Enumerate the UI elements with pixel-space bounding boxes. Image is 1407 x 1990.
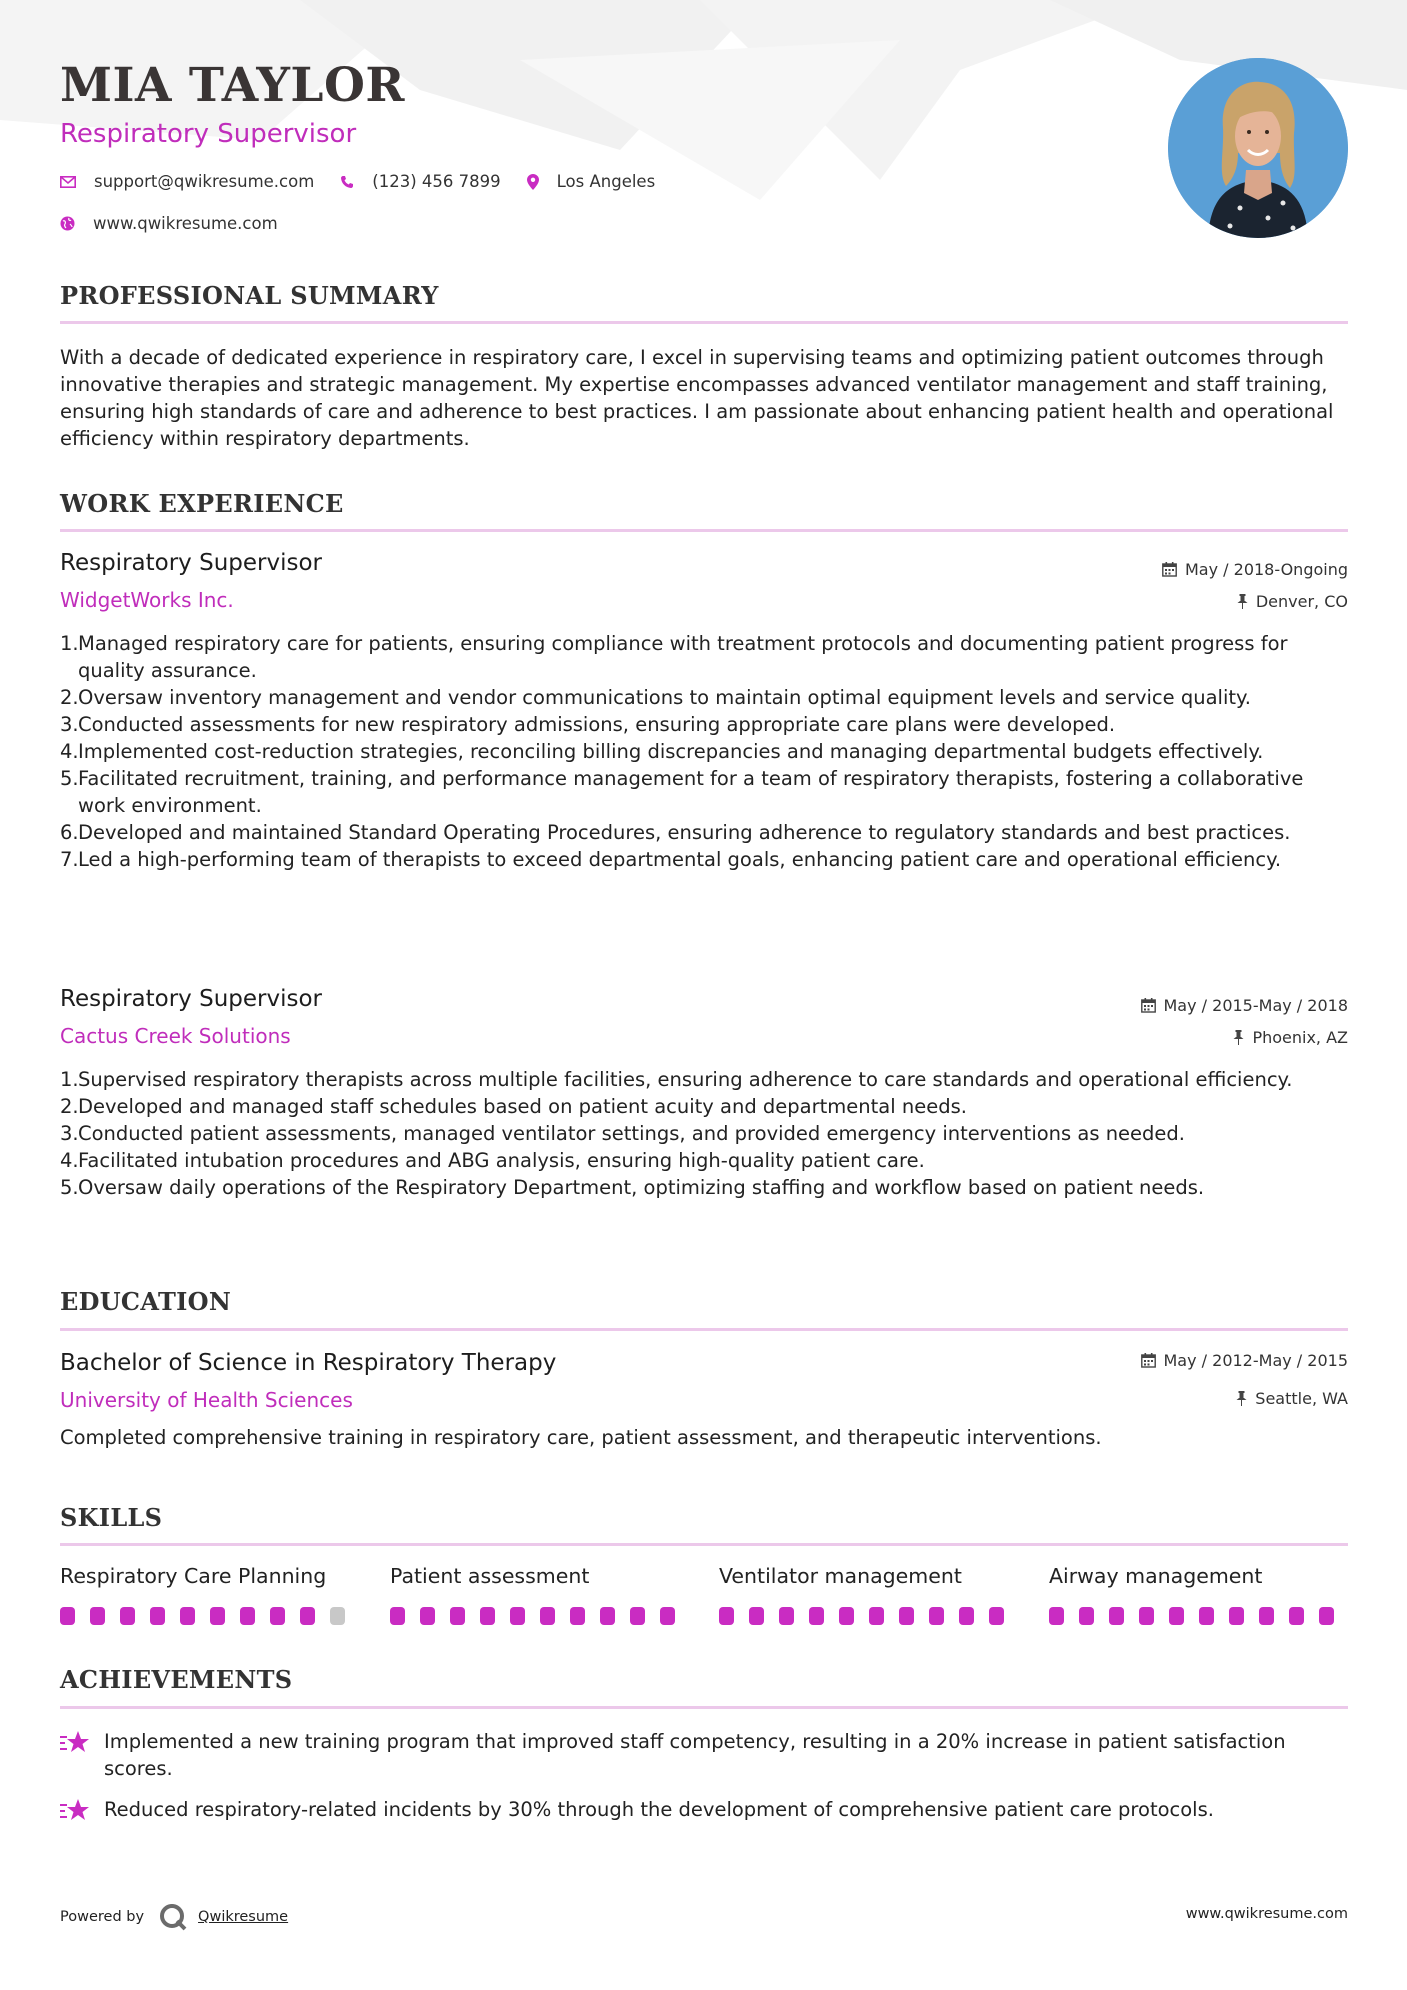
rating-dot-filled xyxy=(120,1607,135,1625)
rating-dot-filled xyxy=(1079,1607,1094,1625)
job-title: Respiratory Supervisor xyxy=(60,550,322,576)
section-divider xyxy=(60,1706,1348,1709)
rating-dot-filled xyxy=(1139,1607,1154,1625)
profile-photo xyxy=(1168,58,1348,238)
skill-rating xyxy=(719,1607,1019,1625)
rating-dot-filled xyxy=(510,1607,525,1625)
education-heading: EDUCATION xyxy=(60,1287,232,1316)
achievement-item xyxy=(60,1796,1348,1824)
school-name: University of Health Sciences xyxy=(60,1388,353,1412)
list-item: 6. Developed and maintained Standard Operating Procedures, ensuring adherence to regulatory standards and best practices. xyxy=(60,821,1291,844)
list-item: 5. Facilitated recruitment, training, and performance management for a team of respiratory therapists, fostering a collaborative work environment. xyxy=(60,767,1304,817)
degree-title: Bachelor of Science in Respiratory Therapy xyxy=(60,1350,557,1376)
footer-url[interactable]: www.qwikresume.com xyxy=(1185,1906,1348,1922)
job-dates xyxy=(1141,996,1349,1015)
job-company: WidgetWorks Inc. xyxy=(60,588,234,612)
rating-dot-filled xyxy=(1169,1607,1184,1625)
rating-dot-filled xyxy=(60,1607,75,1625)
candidate-role: Respiratory Supervisor xyxy=(60,119,357,149)
rating-dot-filled xyxy=(1259,1607,1274,1625)
rating-dot-filled xyxy=(270,1607,285,1625)
candidate-name: MIA TAYLOR xyxy=(60,58,405,113)
experience-heading: WORK EXPERIENCE xyxy=(60,489,344,518)
rating-dot-filled xyxy=(809,1607,824,1625)
rating-dot-filled xyxy=(899,1607,914,1625)
skill-rating xyxy=(390,1607,690,1625)
summary-text: With a decade of dedicated experience in respiratory care, I excel in supervising teams and optimizing patient outcomes through innovative therapies and strategic management. My expertise encompasses advanced ventilator management and staff training, ensuring high standards of care and adherence to best practices. I am passionate about enhancing patient health and operational efficiency within respiratory departments. xyxy=(60,346,1334,450)
job-location-text: Denver, CO xyxy=(1255,592,1348,611)
rating-dot-filled xyxy=(869,1607,884,1625)
list-item: 7. Led a high-performing team of therapists to exceed departmental goals, enhancing patient care and operational efficiency. xyxy=(60,848,1282,871)
phone-text: (123) 456 7899 xyxy=(372,172,501,191)
rating-dot-filled xyxy=(779,1607,794,1625)
education-dates xyxy=(1141,1351,1349,1370)
skill-rating xyxy=(1049,1607,1349,1625)
list-item: 5. Oversaw daily operations of the Respiratory Department, optimizing staffing and workflow based on patient needs. xyxy=(60,1176,1205,1199)
job-location-text: Phoenix, AZ xyxy=(1252,1028,1348,1047)
job-location xyxy=(1237,592,1348,611)
rating-dot-filled xyxy=(1049,1607,1064,1625)
skill-item xyxy=(60,1564,360,1625)
globe-icon xyxy=(60,216,75,231)
education-description: Completed comprehensive training in respiratory care, patient assessment, and therapeutic interventions. xyxy=(60,1426,1102,1449)
contact-phone[interactable] xyxy=(340,172,500,191)
rating-dot-filled xyxy=(150,1607,165,1625)
section-divider xyxy=(60,321,1348,324)
star-badge-icon xyxy=(60,1798,90,1824)
skill-item xyxy=(390,1564,690,1625)
contact-row-website xyxy=(60,214,304,233)
avatar xyxy=(1168,58,1348,238)
star-badge-icon xyxy=(60,1730,90,1756)
rating-dot-filled xyxy=(540,1607,555,1625)
rating-dot-filled xyxy=(1319,1607,1334,1625)
rating-dot-filled xyxy=(660,1607,675,1625)
phone-icon xyxy=(340,175,354,189)
rating-dot-filled xyxy=(959,1607,974,1625)
list-item: 3. Conducted assessments for new respiratory admissions, ensuring appropriate care plans were developed. xyxy=(60,713,1116,736)
contact-website[interactable] xyxy=(60,214,278,233)
pushpin-icon xyxy=(1237,594,1248,609)
list-item: 2. Oversaw inventory management and vendor communications to maintain optimal equipment levels and service quality. xyxy=(60,686,1251,709)
rating-dot-filled xyxy=(749,1607,764,1625)
pushpin-icon xyxy=(1236,1391,1247,1406)
calendar-icon xyxy=(1141,1353,1156,1368)
job-dates-text: May / 2015-May / 2018 xyxy=(1163,996,1348,1015)
skills-heading: SKILLS xyxy=(60,1503,163,1532)
rating-dot-filled xyxy=(1229,1607,1244,1625)
rating-dot-filled xyxy=(90,1607,105,1625)
skill-name: Patient assessment xyxy=(390,1564,590,1588)
education-location xyxy=(1236,1389,1348,1408)
rating-dot-filled xyxy=(929,1607,944,1625)
footer xyxy=(60,1902,1348,1932)
job-location xyxy=(1233,1028,1348,1047)
rating-dot-filled xyxy=(839,1607,854,1625)
summary-heading: PROFESSIONAL SUMMARY xyxy=(60,281,439,310)
job-dates xyxy=(1162,560,1348,579)
rating-dot-filled xyxy=(240,1607,255,1625)
rating-dot-empty xyxy=(330,1607,345,1625)
job-dates-text: May / 2018-Ongoing xyxy=(1185,560,1348,579)
rating-dot-filled xyxy=(450,1607,465,1625)
rating-dot-filled xyxy=(600,1607,615,1625)
pushpin-icon xyxy=(1233,1030,1244,1045)
skill-name: Respiratory Care Planning xyxy=(60,1564,327,1588)
email-text: support@qwikresume.com xyxy=(94,172,315,191)
calendar-icon xyxy=(1162,562,1177,577)
list-item: 1. Supervised respiratory therapists across multiple facilities, ensuring adherence to care standards and operational efficiency. xyxy=(60,1068,1293,1091)
location-text: Los Angeles xyxy=(556,172,656,191)
contact-row xyxy=(60,172,681,191)
list-item: 4. Facilitated intubation procedures and ABG analysis, ensuring high-quality patient care. xyxy=(60,1149,925,1172)
achievement-text: Implemented a new training program that improved staff competency, resulting in a 20% increase in patient satisfaction scores. xyxy=(104,1730,1286,1780)
list-item: 2. Developed and managed staff schedules based on patient acuity and departmental needs. xyxy=(60,1095,967,1118)
contact-location xyxy=(527,172,656,191)
rating-dot-filled xyxy=(989,1607,1004,1625)
education-dates-text: May / 2012-May / 2015 xyxy=(1163,1351,1348,1370)
job-title: Respiratory Supervisor xyxy=(60,986,322,1012)
achievement-text: Reduced respiratory-related incidents by 30% through the development of comprehensive patient care protocols. xyxy=(104,1798,1214,1821)
achievements-heading: ACHIEVEMENTS xyxy=(60,1665,293,1694)
rating-dot-filled xyxy=(1199,1607,1214,1625)
qwikresume-logo-icon xyxy=(158,1902,188,1932)
rating-dot-filled xyxy=(480,1607,495,1625)
envelope-icon xyxy=(60,176,76,188)
skill-item xyxy=(1049,1564,1349,1625)
rating-dot-filled xyxy=(420,1607,435,1625)
job-company: Cactus Creek Solutions xyxy=(60,1024,291,1048)
skill-item xyxy=(719,1564,1019,1625)
qwikresume-link[interactable]: Qwikresume xyxy=(198,1909,289,1925)
calendar-icon xyxy=(1141,998,1156,1013)
education-location-text: Seattle, WA xyxy=(1255,1389,1348,1408)
rating-dot-filled xyxy=(180,1607,195,1625)
rating-dot-filled xyxy=(390,1607,405,1625)
list-item: 3. Conducted patient assessments, managed ventilator settings, and provided emergency interventions as needed. xyxy=(60,1122,1185,1145)
skill-name: Ventilator management xyxy=(719,1564,962,1588)
powered-by-label: Powered by xyxy=(60,1909,145,1925)
rating-dot-filled xyxy=(1109,1607,1124,1625)
skill-rating xyxy=(60,1607,360,1625)
section-divider xyxy=(60,1543,1348,1546)
job-responsibilities xyxy=(60,1066,1348,1201)
rating-dot-filled xyxy=(719,1607,734,1625)
rating-dot-filled xyxy=(1289,1607,1304,1625)
contact-email[interactable] xyxy=(60,172,314,191)
job-responsibilities xyxy=(60,630,1348,873)
rating-dot-filled xyxy=(210,1607,225,1625)
list-item: 4. Implemented cost-reduction strategies, reconciling billing discrepancies and managing departmental budgets effectively. xyxy=(60,740,1264,763)
rating-dot-filled xyxy=(300,1607,315,1625)
achievement-item xyxy=(60,1728,1348,1782)
section-divider xyxy=(60,1328,1348,1331)
website-text: www.qwikresume.com xyxy=(93,214,278,233)
list-item: 1. Managed respiratory care for patients, ensuring compliance with treatment protocols and documenting patient progress for quality assurance. xyxy=(60,632,1288,682)
rating-dot-filled xyxy=(630,1607,645,1625)
skill-name: Airway management xyxy=(1049,1564,1263,1588)
rating-dot-filled xyxy=(570,1607,585,1625)
section-divider xyxy=(60,529,1348,532)
map-pin-icon xyxy=(527,174,539,190)
